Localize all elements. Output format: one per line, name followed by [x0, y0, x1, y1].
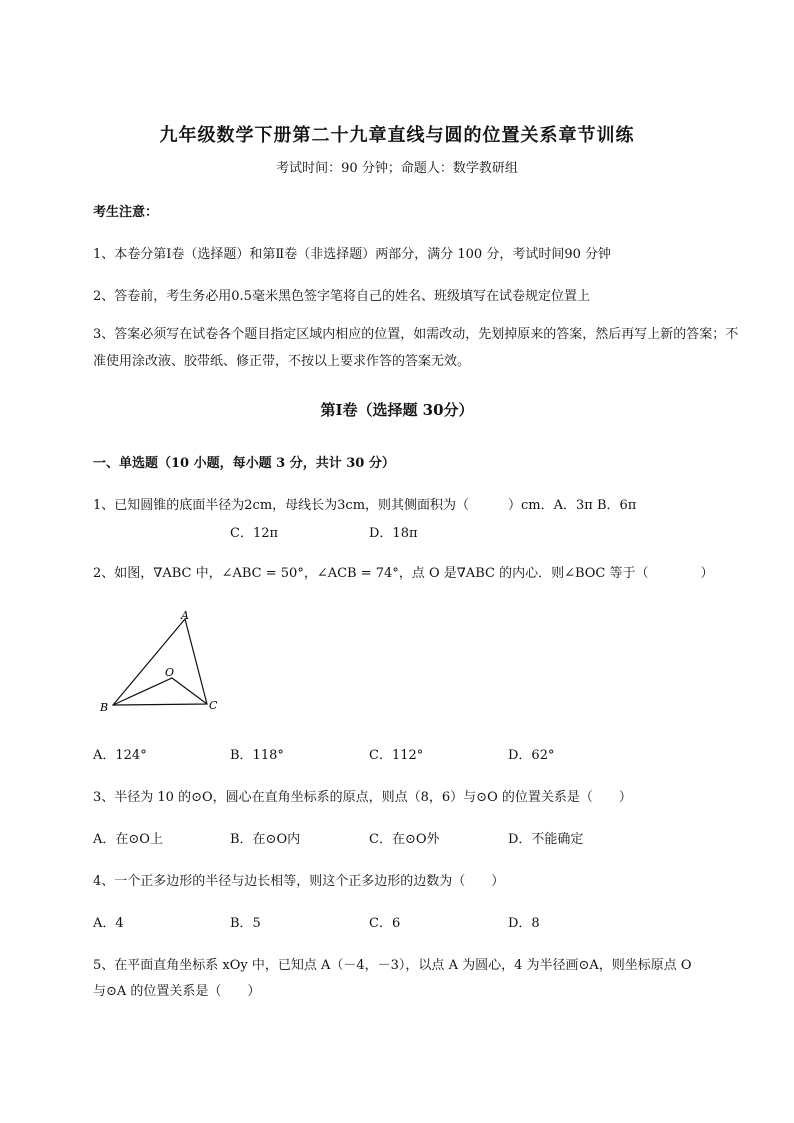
section-title: 第Ⅰ卷（选择题 30分） [320, 401, 474, 419]
question-2-option-b: B．118° [230, 748, 284, 763]
question-1-stem: 1、已知圆锥的底面半径为2cm，母线长为3cm，则其侧面积为（ ）cm．A．3π B．6π [93, 498, 637, 513]
question-1-option-d: D．18π [369, 526, 418, 541]
question-2-option-c: C．112° [369, 748, 424, 763]
label-c: C [209, 699, 218, 712]
incenter-lines [113, 678, 207, 705]
part-title: 一、单选题（10 小题，每小题 3 分，共计 30 分） [93, 456, 395, 471]
notice-item-3: 3、答案必须写在试卷各个题目指定区域内相应的位置，如需改动，先划掉原来的答案，然后再写上新的答案；不准使用涂改液、胶带纸、修正带，不按以上要求作答的答案无效。 [93, 327, 739, 369]
question-4-option-a: A．4 [93, 916, 124, 931]
question-3-option-a: A．在⊙O上 [93, 832, 163, 847]
notice-item-1: 1、本卷分第Ⅰ卷（选择题）和第Ⅱ卷（非选择题）两部分，满分 100 分，考试时间90 分钟 [93, 247, 611, 262]
page-title: 九年级数学下册第二十九章直线与圆的位置关系章节训练 [159, 125, 635, 146]
triangle-figure [95, 605, 230, 720]
question-3-option-d: D．不能确定 [508, 832, 584, 847]
notice-item-2: 2、答卷前，考生务必用0.5毫米黑色签字笔将自己的姓名、班级填写在试卷规定位置上 [93, 289, 590, 304]
question-2-stem: 2、如图，∇ABC 中，∠ABC = 50°，∠ACB = 74°，点 O 是∇ABC 的内心．则∠BOC 等于（ ） [93, 566, 714, 581]
question-5-stem-line-1: 5、在平面直角坐标系 xOy 中，已知点 A（－4，－3），以点 A 为圆心，4 为半径画⊙A，则坐标原点 O [93, 958, 692, 973]
question-3-stem: 3、半径为 10 的⊙O，圆心在直角坐标系的原点，则点（8，6）与⊙O 的位置关系是（ ） [93, 790, 632, 805]
notice-heading: 考生注意： [93, 205, 159, 220]
question-1-option-c: C．12π [230, 526, 279, 541]
label-o: O [165, 666, 175, 679]
question-3-option-b: B．在⊙O内 [230, 832, 301, 847]
triangle-abc [113, 619, 207, 705]
exam-info: 考试时间：90 分钟；命题人：数学教研组 [276, 161, 518, 176]
question-4-option-d: D．8 [508, 916, 540, 931]
question-4-stem: 4、一个正多边形的半径与边长相等，则这个正多边形的边数为（ ） [93, 874, 505, 889]
question-2-option-d: D．62° [508, 748, 555, 763]
label-b: B [100, 701, 109, 714]
question-2-option-a: A．124° [93, 748, 147, 763]
question-3-option-c: C．在⊙O外 [369, 832, 440, 847]
question-4-option-b: B．5 [230, 916, 261, 931]
question-5-stem-line-2: 与⊙A 的位置关系是（ ） [93, 984, 261, 999]
question-4-option-c: C．6 [369, 916, 401, 931]
label-a: A [181, 609, 189, 622]
